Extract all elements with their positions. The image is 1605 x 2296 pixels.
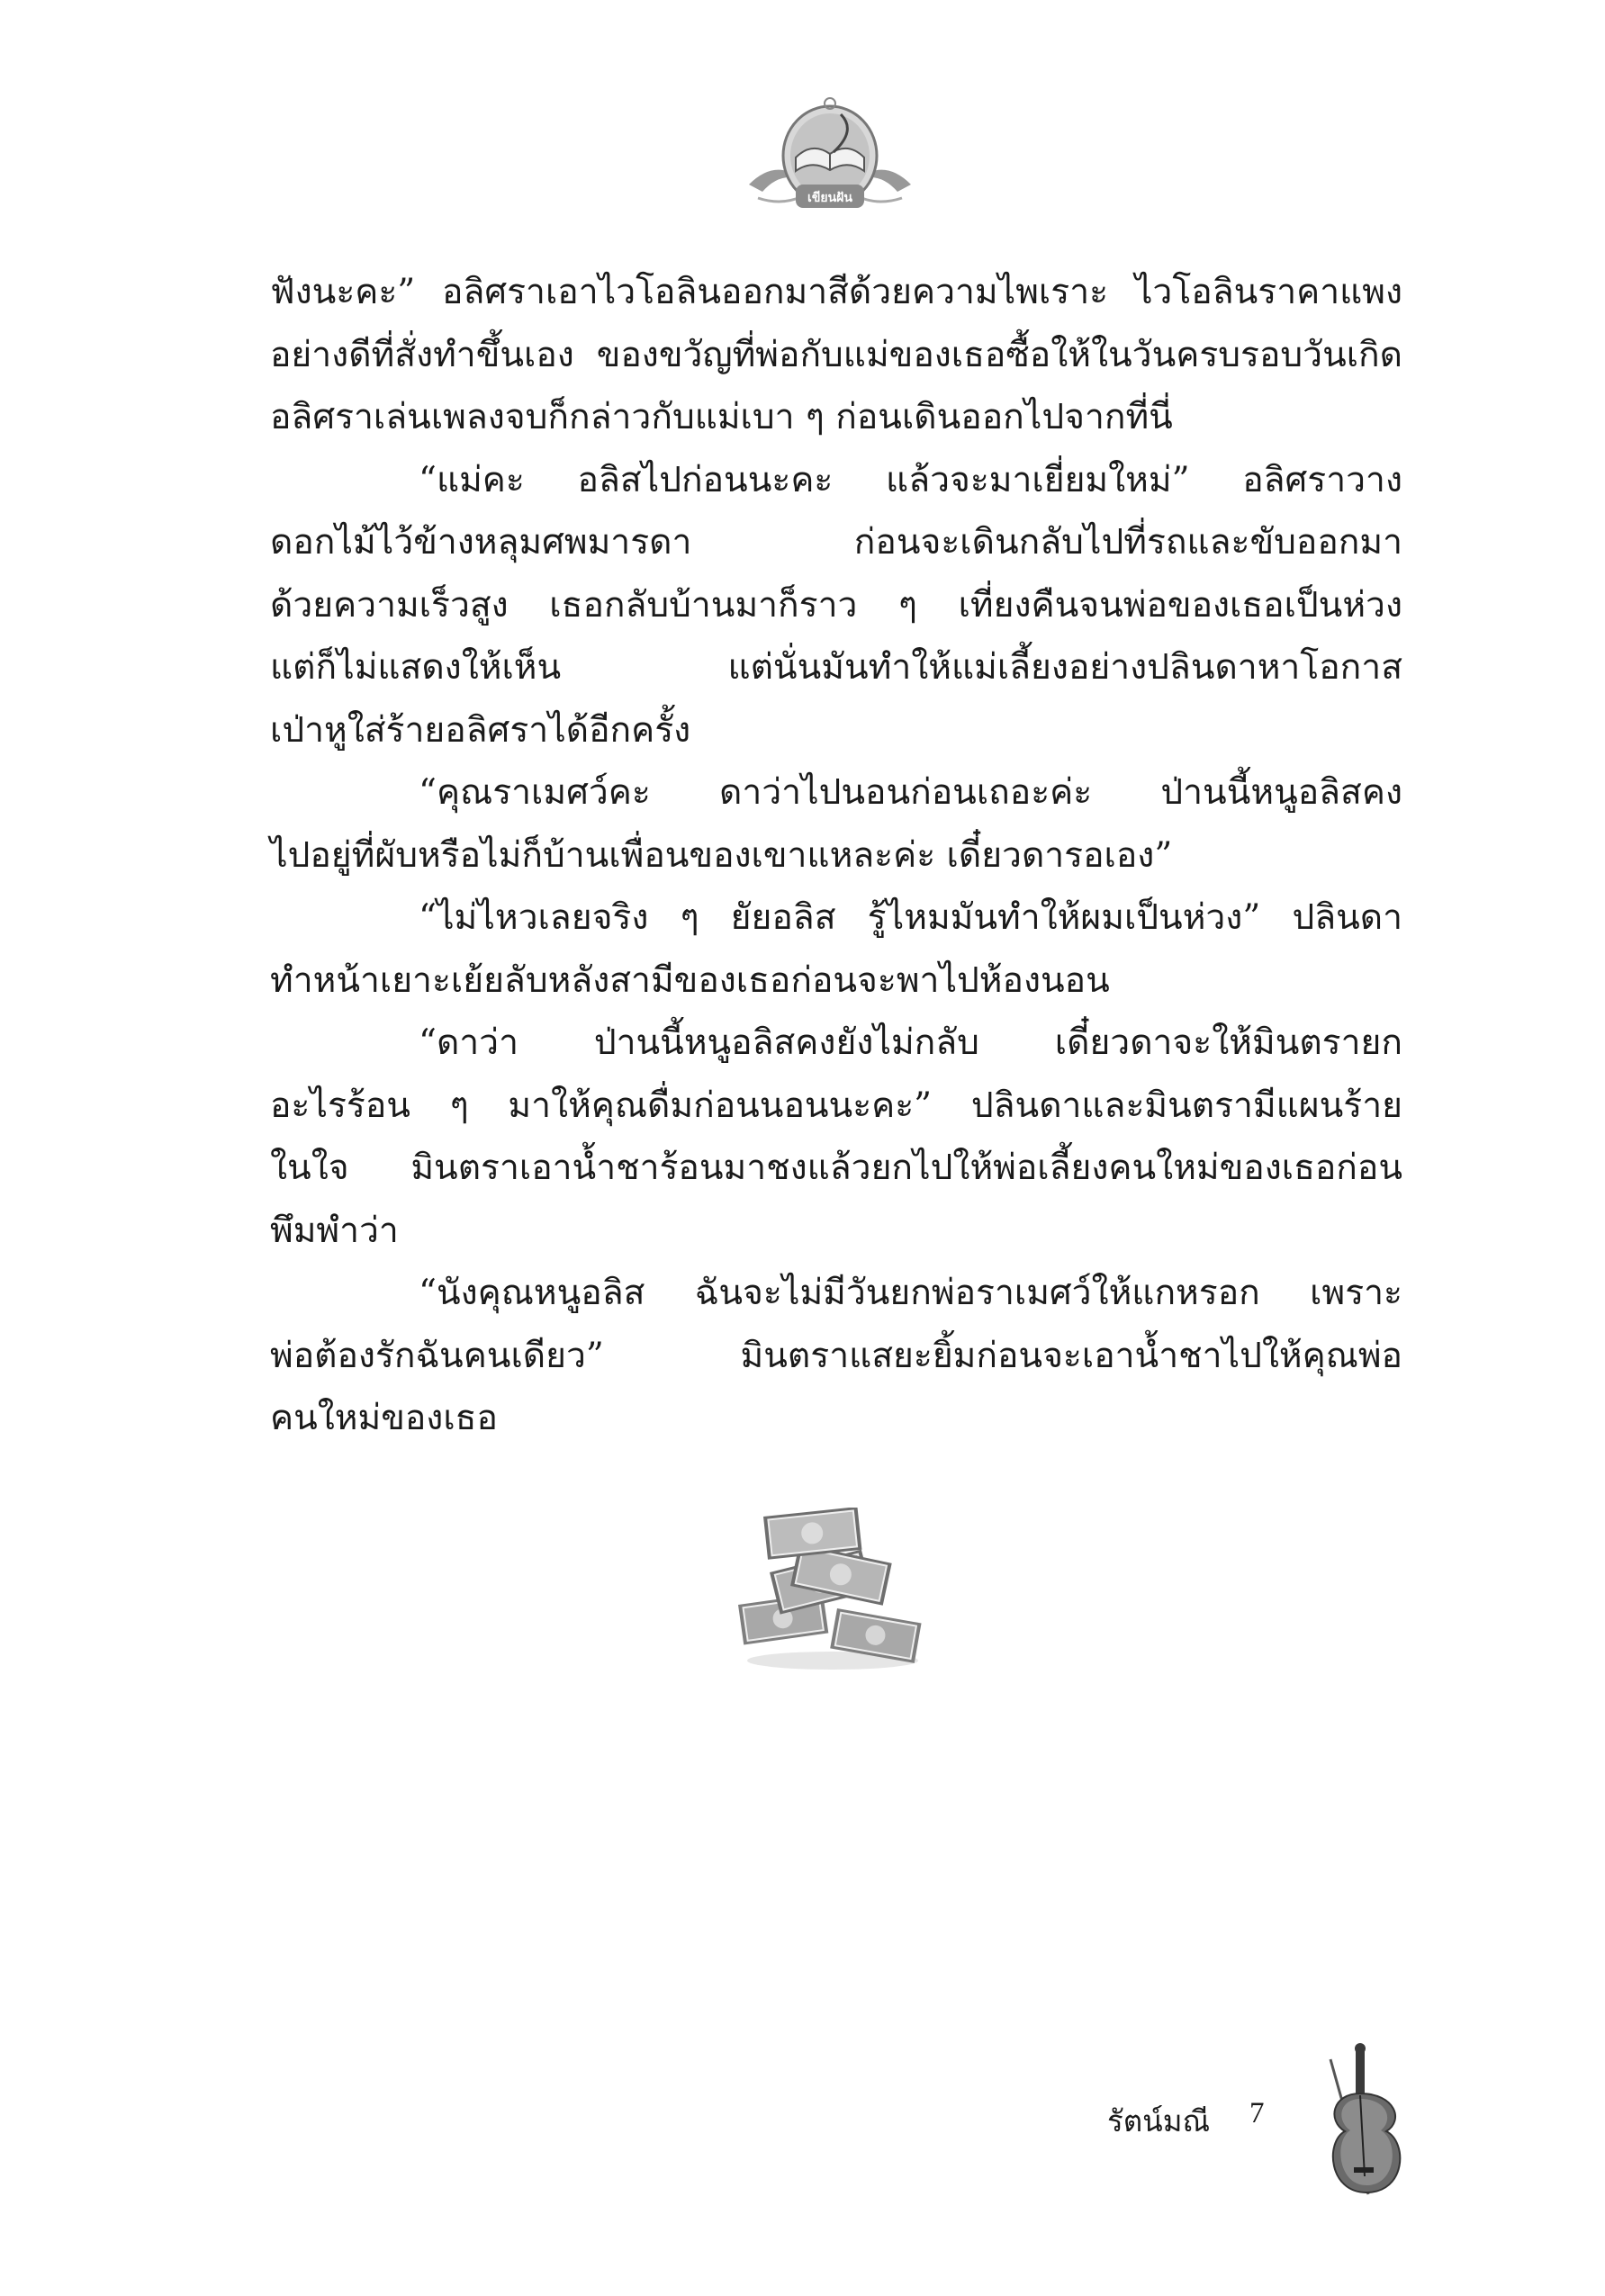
- text-line: ด้วยความเร็วสูง เธอกลับบ้านมาก็ราว ๆ เที่ยงคืนจนพ่อของเธอเป็นห่วง: [270, 584, 1402, 626]
- text-line: อย่างดีที่สั่งทำขึ้นเอง ของขวัญที่พ่อกับแม่ของเธอซื้อให้ในวันครบรอบวันเกิด: [270, 334, 1402, 375]
- text-line: อลิศราเล่นเพลงจบก็กล่าวกับแม่เบา ๆ ก่อนเดินออกไปจากที่นี่: [270, 397, 1173, 437]
- text-line: คนใหม่ของเธอ: [270, 1398, 498, 1438]
- book-title: รัตน์มณี: [1107, 2103, 1211, 2138]
- text-line: ในใจ มินตราเอาน้ำชาร้อนมาชงแล้วยกไปให้พ่อเลี้ยงคนใหม่ของเธอก่อน: [270, 1148, 1402, 1188]
- text-line: อะไรร้อน ๆ มาให้คุณดื่มก่อนนอนนะคะ” ปลินดาและมินตรามีแผนร้าย: [270, 1085, 1402, 1126]
- text-line: “ไม่ไหวเลยจริง ๆ ยัยอลิส รู้ไหมมันทำให้ผมเป็นห่วง” ปลินดา: [419, 897, 1402, 938]
- text-line: ทำหน้าเยาะเย้ยลับหลังสามีของเธอก่อนจะพาไปห้องนอน: [270, 959, 1110, 1001]
- text-line: ฟังนะคะ” อลิศราเอาไวโอลินออกมาสีด้วยความไพเราะ ไวโอลินราคาแพง: [270, 272, 1402, 312]
- page-number: 7: [1249, 2097, 1265, 2129]
- text-line: ดอกไม้ไว้ข้างหลุมศพมารดา ก่อนจะเดินกลับไปที่รถและขับออกมา: [270, 522, 1402, 563]
- violin-icon: [1312, 2041, 1420, 2199]
- text-line: พึมพำว่า: [270, 1210, 399, 1251]
- text-line: ไปอยู่ที่ผับหรือไม่ก็บ้านเพื่อนของเขาแหละค่ะ เดี๋ยวดารอเอง”: [270, 834, 1173, 876]
- text-line: แต่ก็ไม่แสดงให้เห็น แต่นั่นมันทำให้แม่เลี้ยงอย่างปลินดาหาโอกาส: [270, 647, 1402, 688]
- text-line: “คุณราเมศว์คะ ดาว่าไปนอนก่อนเถอะค่ะ ป่านนี้หนูอลิสคง: [419, 772, 1402, 813]
- text-line: “นังคุณหนูอลิส ฉันจะไม่มีวันยกพ่อราเมศว์ให้แกหรอก เพราะ: [419, 1273, 1402, 1313]
- text-line: เป่าหูใส่ร้ายอลิศราได้อีกครั้ง: [270, 709, 691, 751]
- emblem-text: เขียนฝัน: [807, 191, 852, 205]
- text-line: พ่อต้องรักฉันคนเดียว” มินตราแสยะยิ้มก่อนจะเอาน้ำชาไปให้คุณพ่อ: [270, 1335, 1402, 1376]
- text-line: “ดาว่า ป่านนี้หนูอลิสคงยังไม่กลับ เดี๋ยวดาจะให้มินตรายก: [419, 1022, 1402, 1063]
- money-stack-icon: [729, 1508, 936, 1674]
- text-line: “แม่คะ อลิสไปก่อนนะคะ แล้วจะมาเยี่ยมใหม่” อลิศราวาง: [419, 459, 1402, 500]
- book-quill-emblem-icon: [740, 95, 920, 225]
- story-text: [270, 261, 1402, 1450]
